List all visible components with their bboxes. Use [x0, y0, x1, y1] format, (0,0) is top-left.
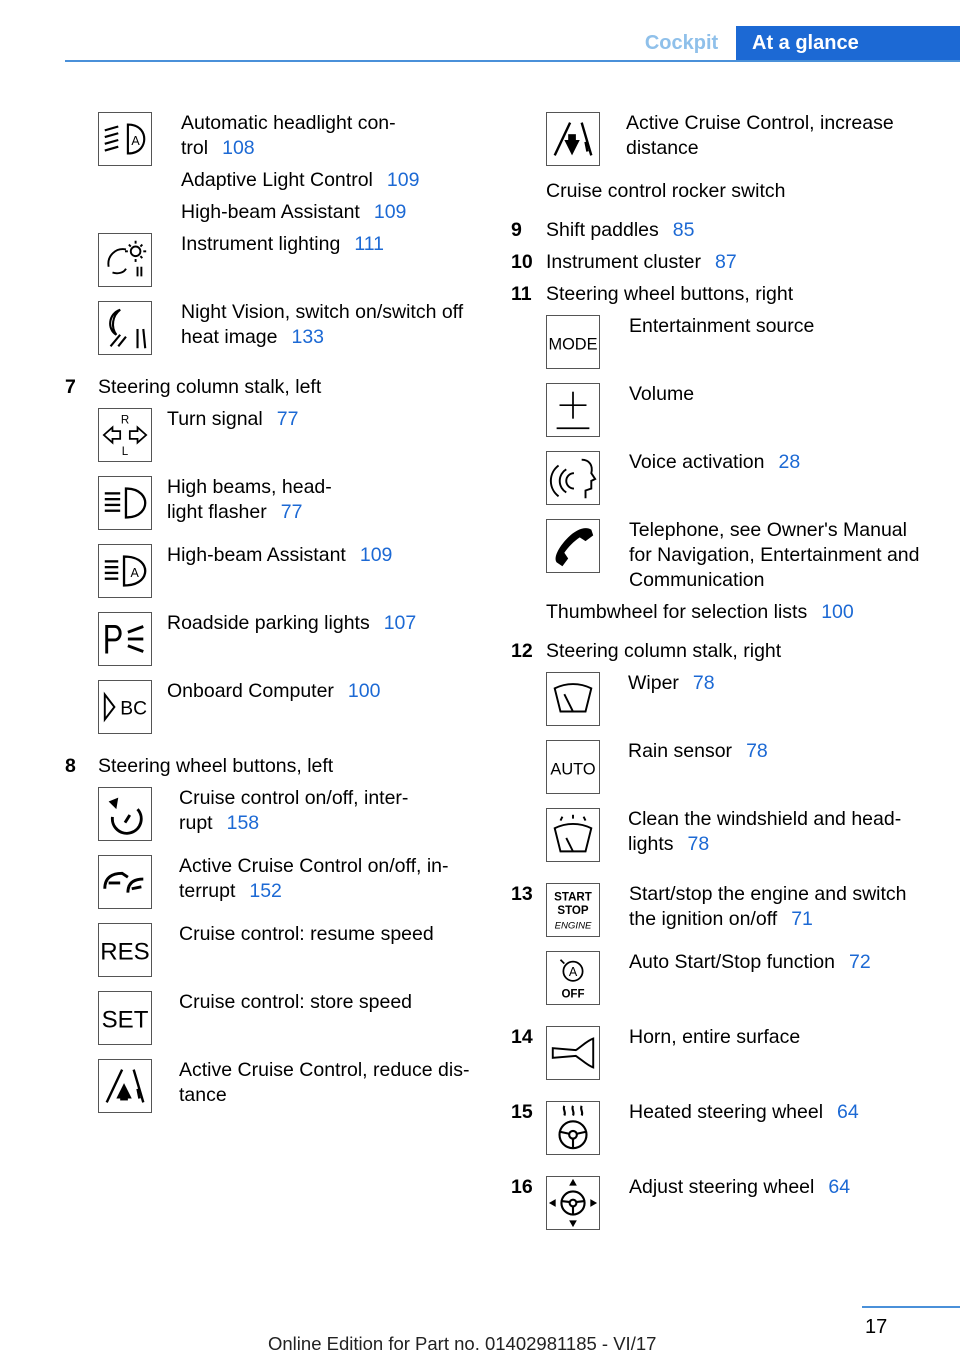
section-number-9: 9	[511, 219, 522, 241]
section-number-11: 11	[511, 283, 532, 305]
page-ref[interactable]: 109	[386, 169, 420, 191]
page-ref[interactable]: 111	[354, 233, 384, 255]
entry-thumbwheel: Thumbwheel for selection lists 100	[546, 601, 854, 623]
section-number-8: 8	[65, 755, 76, 777]
parking-lights-icon	[98, 612, 152, 666]
page-ref[interactable]: 78	[687, 833, 710, 855]
page-ref[interactable]: 133	[291, 326, 325, 348]
page-ref[interactable]: 72	[848, 951, 871, 973]
section-number-13: 13	[511, 883, 533, 905]
entry-rocker-switch: Cruise control rocker switch	[546, 180, 786, 202]
page-ref[interactable]: 78	[692, 672, 715, 694]
entry-clean-windshield: Clean the windshield and head- lights 78	[628, 808, 902, 855]
section-title-12: Steering column stalk, right	[546, 640, 782, 662]
cruise-control-icon	[98, 787, 152, 841]
page-ref[interactable]: 100	[347, 680, 381, 702]
entry-increase-distance: Active Cruise Control, increase distance	[626, 112, 894, 159]
page-ref[interactable]: 78	[746, 740, 768, 762]
svg-text:A: A	[568, 965, 578, 980]
page-ref[interactable]: 109	[373, 201, 407, 223]
auto-icon	[546, 740, 600, 794]
entry-instrument-cluster: Instrument cluster 87	[546, 251, 737, 273]
tab-cockpit[interactable]: Cockpit	[644, 32, 719, 54]
svg-text:MODE: MODE	[548, 335, 598, 354]
horn-icon	[546, 1026, 600, 1080]
wiper-icon	[546, 672, 600, 726]
onboard-computer-icon	[98, 680, 152, 734]
section-number-7: 7	[65, 376, 76, 398]
page-ref[interactable]: 64	[828, 1176, 851, 1198]
mode-icon	[546, 315, 600, 369]
page-ref[interactable]: 87	[714, 251, 737, 273]
start-stop-icon	[546, 883, 600, 937]
reduce-distance-icon	[98, 1059, 152, 1113]
high-beam-icon	[98, 476, 152, 530]
entry-wiper: Wiper 78	[628, 672, 715, 694]
svg-text:STOP: STOP	[557, 904, 589, 917]
increase-distance-icon	[546, 112, 600, 166]
header-rule	[65, 60, 960, 62]
entry-resume-speed: Cruise control: resume speed	[179, 923, 434, 945]
instrument-lighting-icon	[98, 233, 152, 287]
automatic-headlight-icon	[98, 112, 152, 166]
page-ref[interactable]: 152	[249, 880, 282, 902]
page-ref[interactable]: 100	[821, 601, 854, 623]
footer-rule	[862, 1306, 960, 1308]
entry-shift-paddles: Shift paddles 85	[546, 219, 695, 241]
entry-high-beam-assistant-2: High-beam Assistant 109	[167, 544, 393, 566]
turn-signal-icon	[98, 408, 152, 462]
page-ref[interactable]: 64	[837, 1101, 859, 1123]
active-cruise-control-icon	[98, 855, 152, 909]
section-number-12: 12	[511, 640, 533, 662]
entry-horn: Horn, entire surface	[629, 1026, 801, 1048]
page-number: 17	[865, 1316, 888, 1338]
res-icon	[98, 923, 152, 977]
night-vision-icon	[98, 301, 152, 355]
section-title-8: Steering wheel buttons, left	[98, 755, 334, 777]
entry-onboard-computer: Onboard Computer 100	[167, 680, 381, 702]
entry-rain-sensor: Rain sensor 78	[628, 740, 768, 762]
telephone-icon	[546, 519, 600, 573]
auto-start-stop-icon	[546, 951, 600, 1005]
page-ref[interactable]: 108	[222, 137, 255, 159]
entry-auto-start-stop: Auto Start/Stop function 72	[629, 951, 871, 973]
entry-high-beam-assistant: High-beam Assistant 109	[181, 201, 407, 223]
washer-icon	[546, 808, 600, 862]
page-ref[interactable]: 77	[276, 408, 299, 430]
section-number-14: 14	[511, 1026, 533, 1048]
svg-text:START: START	[554, 891, 592, 904]
entry-start-stop: Start/stop the engine and switch the ignition on/off 71	[629, 883, 907, 930]
section-title-7: Steering column stalk, left	[98, 376, 322, 398]
svg-text:SET: SET	[101, 1006, 149, 1034]
tab-at-a-glance[interactable]: At a glance	[736, 26, 960, 60]
entry-heated-steering-wheel: Heated steering wheel 64	[629, 1101, 859, 1123]
svg-text:AUTO: AUTO	[550, 760, 596, 779]
entry-voice-activation: Voice activation 28	[629, 451, 801, 473]
entry-volume: Volume	[629, 383, 695, 405]
volume-plus-icon	[546, 383, 600, 437]
page-ref[interactable]: 85	[672, 219, 695, 241]
entry-reduce-distance: Active Cruise Control, reduce dis- tance	[179, 1059, 470, 1106]
section-number-15: 15	[511, 1101, 533, 1123]
section-number-10: 10	[511, 251, 533, 273]
page-ref[interactable]: 28	[778, 451, 801, 473]
entry-adaptive-light: Adaptive Light Control 109	[181, 169, 420, 191]
section-title-11: Steering wheel buttons, right	[546, 283, 794, 305]
entry-instrument-lighting: Instrument lighting 111	[181, 233, 384, 255]
entry-cruise-control: Cruise control on/off, inter- rupt 158	[179, 787, 409, 834]
footer-edition: Online Edition for Part no. 01402981185 - VI/17	[268, 1333, 657, 1354]
entry-telephone: Telephone, see Owner's Manual for Navigation, Entertainment and Communication	[629, 519, 920, 591]
svg-text:L: L	[121, 446, 129, 459]
page-ref[interactable]: 109	[359, 544, 393, 566]
svg-text:BC: BC	[120, 698, 148, 720]
entry-turn-signal: Turn signal 77	[167, 408, 299, 430]
page-ref[interactable]: 71	[791, 908, 813, 930]
entry-parking-lights: Roadside parking lights 107	[167, 612, 417, 634]
page-ref[interactable]: 158	[226, 812, 260, 834]
svg-text:R: R	[120, 414, 130, 427]
entry-headlight-control: Automatic headlight con- trol 108	[181, 112, 396, 159]
svg-text:OFF: OFF	[561, 988, 585, 1001]
high-beam-assistant-icon	[98, 544, 152, 598]
entry-active-cruise-control: Active Cruise Control on/off, in- terrupt 152	[179, 855, 449, 902]
entry-store-speed: Cruise control: store speed	[179, 991, 413, 1013]
adjust-steering-wheel-icon	[546, 1176, 600, 1230]
heated-steering-wheel-icon	[546, 1101, 600, 1155]
svg-text:RES: RES	[100, 938, 150, 966]
svg-text:ENGINE: ENGINE	[554, 920, 592, 932]
entry-entertainment-source: Entertainment source	[629, 315, 815, 337]
svg-text:A: A	[130, 565, 139, 580]
voice-activation-icon	[546, 451, 600, 505]
entry-adjust-steering-wheel: Adjust steering wheel 64	[629, 1176, 851, 1198]
set-icon	[98, 991, 152, 1045]
entry-night-vision: Night Vision, switch on/switch off heat image 133	[181, 301, 464, 348]
page-ref[interactable]: 107	[383, 612, 417, 634]
entry-high-beams: High beams, head- light flasher 77	[167, 476, 332, 523]
section-number-16: 16	[511, 1176, 533, 1198]
page-ref[interactable]: 77	[280, 501, 303, 523]
svg-text:A: A	[131, 133, 140, 148]
